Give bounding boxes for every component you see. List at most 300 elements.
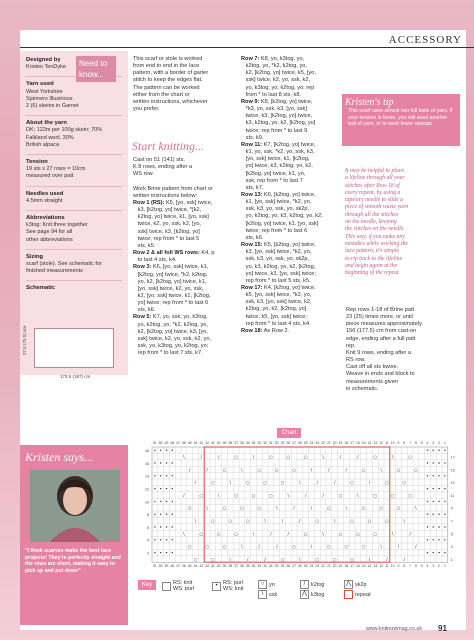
chart-col-number: 50 <box>158 441 163 445</box>
chart-stitch-symbol: ○ <box>355 532 360 538</box>
chart-col-number: 35 <box>245 441 250 445</box>
text-line: pattern, with a border of garter <box>133 70 209 77</box>
text-line: Row 9: K8, [k2tog, yo] twice, <box>241 98 313 105</box>
chart-col-number: 15 <box>361 441 366 445</box>
chart-stitch-symbol: \ <box>183 532 185 538</box>
chart-stitch-symbol: \ <box>206 506 208 512</box>
text-line: k3, [yo, ssk] twice, *k2, yo, <box>241 249 312 256</box>
text-line: [k2tog, yo] twice, k1, yo, <box>241 170 306 177</box>
text-line: sts, k6. <box>133 307 156 314</box>
chart-col-number: 25 <box>303 441 308 445</box>
chart-stitch-symbol: / <box>206 468 208 474</box>
chart-stitch-symbol: ○ <box>384 519 389 525</box>
text-line: from end to end in the lace <box>133 63 200 70</box>
chart-stitch-symbol: \ <box>345 506 348 512</box>
chart-stitch-symbol: \ <box>299 481 301 487</box>
chart-stitch-symbol: / <box>386 557 388 563</box>
repeat-symbol-icon <box>344 590 353 599</box>
chart-col-number: 50 <box>158 564 163 569</box>
chart-stitch-symbol: / <box>397 545 400 551</box>
chart-purl-dot <box>160 488 161 489</box>
chart-stitch-symbol: ○ <box>210 481 215 487</box>
chart-stitch-symbol: ○ <box>268 493 273 499</box>
chart-purl-dot <box>427 514 428 515</box>
chart-col-number: 7 <box>409 564 412 569</box>
key-knit: RS: knit WS: purl <box>162 580 194 592</box>
chart-stitch-symbol: ○ <box>280 481 285 487</box>
chart-col-number: 23 <box>315 564 320 569</box>
text-line: Row 13: K6, [k2tog, yo] twice, <box>241 191 316 198</box>
chart-purl-dot <box>166 450 167 451</box>
chart-row-number: 9 <box>450 506 453 511</box>
chart-row-number: 6 <box>147 525 149 530</box>
chart-col-number: 44 <box>193 564 198 569</box>
chart-stitch-symbol: ○ <box>350 557 355 563</box>
chart-stitch-symbol: \ <box>287 493 290 499</box>
text-line: edge, ending after a full patt <box>346 335 416 342</box>
chart-purl-dot <box>160 475 161 476</box>
text-line: on the needle, keeping <box>345 219 397 226</box>
chart-stitch-symbol: ○ <box>199 532 204 538</box>
text-line: yo, k2tog, yo, *k2, k2tog, yo, <box>133 321 208 328</box>
tension: Tension 19 sts x 27 rows = 10cm measured over patt <box>26 159 86 180</box>
chart-stitch-symbol: / <box>328 468 330 474</box>
text-line: rep. <box>346 342 356 349</box>
chart-stitch-symbol: ○ <box>187 545 192 551</box>
chart-purl-dot <box>438 514 439 515</box>
schematic-height-label: 27.5 (75.5) cm <box>22 326 27 356</box>
chart-purl-dot <box>433 488 434 489</box>
schematic-diagram <box>34 328 114 368</box>
chart-col-number: 6 <box>414 441 417 445</box>
chart-row-number: 13 <box>450 481 455 486</box>
chart-stitch-symbol: \ <box>229 557 232 563</box>
chart-purl-dot <box>444 488 445 489</box>
chart-stitch-symbol: ○ <box>326 506 331 512</box>
chart-stitch-symbol: ○ <box>350 481 355 487</box>
stitch-chart <box>140 437 464 577</box>
chart-stitch-symbol: / <box>183 493 185 499</box>
chart-purl-dot <box>154 539 155 540</box>
text-line: Cast off all sts kwise. <box>346 364 399 371</box>
chart-purl-dot <box>154 475 155 476</box>
instructions-column-1 <box>133 157 237 357</box>
chart-stitch-symbol: ○ <box>338 493 343 499</box>
text-line: every repeat, by using a <box>345 189 401 196</box>
schematic-heading: Schematic <box>26 285 55 292</box>
chart-stitch-symbol: ○ <box>292 545 297 551</box>
tip-text: This scarf uses almost two full balls of yarn. If your tension is loose, you will need another ball of yarn, or to work fewer repeats <box>348 108 453 128</box>
text-line: tapestry needle to slide a <box>345 197 403 204</box>
text-line: either from the chart or <box>133 91 190 98</box>
text-line: k2tog, yo, *k2, k2tog, yo, <box>241 63 307 70</box>
chart-col-number: 34 <box>251 441 256 445</box>
chart-stitch-symbol: ○ <box>373 455 378 461</box>
chart-col-number: 21 <box>327 441 331 445</box>
chart-stitch-symbol: \ <box>357 493 359 499</box>
key-purl: • RS: purl WS: knit <box>212 580 243 592</box>
chart-col-number: 4 <box>426 441 429 445</box>
chart-row-number: 15 <box>450 468 455 473</box>
text-line: ssk] twice, k3, [k2tog, yo] <box>133 228 200 235</box>
chart-stitch-symbol: \ <box>183 455 185 461</box>
chart-stitch-symbol: \ <box>368 481 371 487</box>
text-line: stitch to keep the edges flat. <box>133 77 203 84</box>
chart-purl-dot <box>172 475 173 476</box>
chart-col-number: 25 <box>303 564 308 569</box>
chart-purl-dot <box>433 552 434 553</box>
chart-col-number: 30 <box>274 564 279 569</box>
chart-col-number: 14 <box>367 564 372 569</box>
text-line: Row 15: K5, [k2tog, yo] twice, <box>241 242 316 249</box>
chart-col-number: 35 <box>245 564 250 569</box>
text-line: yo] twice; rep from * to last 6 <box>133 300 209 307</box>
chart-purl-dot <box>160 526 161 527</box>
chart-col-number: 13 <box>373 564 378 569</box>
chart-col-number: 5 <box>420 564 423 569</box>
designed-by: Designed by Kristen TenDyke <box>26 57 66 71</box>
chart-stitch-symbol: \ <box>333 519 336 525</box>
text-line: twice, k2, yo, ssk, k2, [yo, <box>133 221 202 228</box>
text-line: k1, yo, ssk, *k2, yo, ssk, k3, <box>241 149 315 156</box>
chart-stitch-symbol: / <box>409 532 411 538</box>
text-line: lace pattern, it's simple <box>345 248 400 255</box>
text-line: RS row. <box>346 357 366 364</box>
text-line: [yo, ssk] twice, k2, yo, ssk, <box>133 285 204 292</box>
chart-row-number: 17 <box>450 455 455 460</box>
chart-stitch-symbol: ○ <box>396 506 401 512</box>
text-line: 156 (177.5) cm from cast-on <box>346 328 417 335</box>
chart-purl-dot <box>154 462 155 463</box>
chart-row-number: 10 <box>145 500 149 505</box>
chart-stitch-symbol: / <box>246 557 249 563</box>
chart-purl-dot <box>427 488 428 489</box>
knit-symbol-icon <box>162 582 171 591</box>
chart-purl-dot <box>444 539 445 540</box>
text-line: Rep rows 1-18 of Brine patt <box>346 307 415 313</box>
chart-col-number: 2 <box>438 564 441 569</box>
chart-stitch-symbol: \ <box>322 455 324 461</box>
chart-stitch-symbol: \ <box>322 532 324 538</box>
chart-purl-dot <box>427 526 428 527</box>
text-line: Knit 9 rows, ending after a <box>346 349 411 356</box>
k3tog-symbol-icon: ⋀ <box>300 590 309 599</box>
chart-row-number: 8 <box>147 513 149 518</box>
text-line: WS row. <box>133 171 154 178</box>
chart-stitch-symbol: / <box>333 481 336 487</box>
chart-purl-dot <box>154 552 155 553</box>
chart-purl-dot <box>433 501 434 502</box>
text-line: Work Brine pattern from chart or <box>133 185 213 192</box>
chart-col-number: 8 <box>403 441 406 445</box>
sizing: Sizing scarf (stole). See schematic for finished measurements <box>26 253 102 275</box>
chart-col-number: 20 <box>332 441 337 445</box>
chart-stitch-symbol: / <box>217 455 220 461</box>
chart-stitch-symbol: ○ <box>315 519 320 525</box>
chart-purl-dot <box>154 488 155 489</box>
chart-col-number: 22 <box>321 441 325 445</box>
chart-purl-dot <box>160 450 161 451</box>
chart-col-number: 34 <box>251 564 256 569</box>
chart-stitch-symbol: ○ <box>379 506 384 512</box>
text-line: Row 3: K6, [yo, ssk] twice, k1, <box>133 264 209 271</box>
chart-purl-dot <box>154 501 155 502</box>
chart-stitch-symbol: ○ <box>280 557 285 563</box>
chart-stitch-symbol: ○ <box>222 506 227 512</box>
chart-col-number: 5 <box>420 441 423 445</box>
chart-purl-dot <box>166 552 167 553</box>
text-line: yo] twice, k3, k2tog, yo, k2, <box>241 163 313 170</box>
text-line: [k2tog, yo] twice, *k2, k2tog, <box>133 271 208 278</box>
chart-stitch-symbol: \ <box>380 468 382 474</box>
chart-stitch-symbol: ○ <box>257 468 262 474</box>
chart-stitch-symbol: ○ <box>396 468 401 474</box>
chart-stitch-symbol: / <box>339 455 342 461</box>
chart-stitch-symbol: \ <box>415 506 417 512</box>
text-line: 23 (25) times more, or until <box>346 314 413 321</box>
chart-purl-dot <box>166 475 167 476</box>
chart-purl-dot <box>438 475 439 476</box>
text-line: to rip back to the lifeline <box>345 255 403 262</box>
chart-stitch-symbol: \ <box>241 545 243 551</box>
chart-col-number: 12 <box>379 564 383 569</box>
chart-stitch-symbol: ○ <box>332 557 337 563</box>
chart-purl-dot <box>427 475 428 476</box>
chart-row-number: 14 <box>145 474 149 479</box>
chart-stitch-symbol: ○ <box>222 545 227 551</box>
chart-stitch-symbol: \ <box>229 481 232 487</box>
chart-col-number: 40 <box>216 441 221 445</box>
chart-stitch-symbol: / <box>264 557 266 563</box>
text-line: Cast on 51 (141) sts. <box>133 157 185 163</box>
chart-col-number: 15 <box>361 564 366 569</box>
text-line: Row 17: K4, [k2tog, yo] twice, <box>241 285 316 291</box>
chart-stitch-symbol: ○ <box>361 506 366 512</box>
chart-col-number: 23 <box>315 441 320 445</box>
chart-row-number: 4 <box>147 538 149 543</box>
chart-row-number: 12 <box>145 487 149 492</box>
chart-stitch-symbol: ○ <box>234 532 239 538</box>
chart-purl-dot <box>427 539 428 540</box>
text-line: k3, k2tog, yo, k2, [k2tog, yo] <box>241 120 316 127</box>
text-line: rep from * to last 7 sts, k7. <box>133 350 203 357</box>
chart-purl-dot <box>433 462 434 463</box>
chart-row-number: 3 <box>450 545 453 550</box>
chart-stitch-symbol: / <box>304 493 307 499</box>
chart-purl-dot <box>438 462 439 463</box>
section-label: ACCESSORY <box>388 34 462 46</box>
chart-stitch-symbol: ○ <box>292 468 297 474</box>
chart-row-number: 16 <box>145 461 149 466</box>
text-line: Row 1 (RS): K5, [yo, ssk] twice, <box>133 199 213 206</box>
chart-col-number: 26 <box>298 564 302 569</box>
chart-col-number: 51 <box>153 564 157 569</box>
text-line: yo, k3, k2tog, yo, k2, [k2tog, <box>241 263 316 270</box>
chart-col-number: 45 <box>187 564 192 569</box>
text-line: written instructions below: <box>133 192 198 199</box>
chart-col-number: 36 <box>240 564 244 569</box>
chart-col-number: 31 <box>269 564 273 569</box>
text-line: It may be helpful to place <box>345 168 405 174</box>
chart-col-number: 48 <box>170 564 175 569</box>
footer-url: www.knitnowmag.co.uk <box>366 626 423 632</box>
chart-col-number: 29 <box>280 441 285 445</box>
chart-stitch-symbol: / <box>316 481 319 487</box>
chart-purl-dot <box>438 501 439 502</box>
text-line: the stitches on the needle. <box>345 226 405 233</box>
chart-stitch-symbol: ○ <box>274 468 279 474</box>
chart-purl-dot <box>444 526 445 527</box>
need-to-know-badge: Need to know... <box>76 56 116 82</box>
chart-col-number: 49 <box>164 441 169 445</box>
yarn-used: Yarn used West Yorkshire Spinners Illustrious 2 (6) skeins in Garnet <box>26 81 79 110</box>
chart-col-number: 3 <box>432 564 435 569</box>
text-line: k5, [yo, ssk] twice, *k2, yo, <box>241 292 312 299</box>
chart-stitch-symbol: ○ <box>268 455 273 461</box>
chart-stitch-symbol: / <box>310 506 313 512</box>
chart-col-number: 40 <box>216 564 221 569</box>
chart-col-number: 44 <box>193 441 198 445</box>
chart-purl-dot <box>172 462 173 463</box>
chart-col-number: 10 <box>390 441 395 445</box>
text-line: sts, k5. <box>133 242 156 249</box>
chart-purl-dot <box>438 488 439 489</box>
text-line: twice; rep from * to last 5 <box>133 235 200 242</box>
purl-symbol-icon: • <box>212 582 221 591</box>
chart-col-number: 21 <box>327 564 331 569</box>
chart-col-number: 46 <box>182 441 186 445</box>
text-line: mistakes while working the <box>345 240 408 247</box>
kristen-says-title: Kristen says... <box>25 450 94 464</box>
chart-stitch-symbol: ○ <box>251 493 256 499</box>
chart-purl-dot <box>427 450 428 451</box>
chart-stitch-symbol: \ <box>241 468 243 474</box>
chart-col-number: 9 <box>397 441 400 445</box>
chart-col-number: 24 <box>309 564 314 569</box>
chart-stitch-symbol: \ <box>299 557 301 563</box>
chart-purl-dot <box>154 450 155 451</box>
chart-col-number: 6 <box>414 564 417 569</box>
chart-purl-dot <box>433 450 434 451</box>
chart-col-number: 37 <box>234 441 238 445</box>
chart-purl-dot <box>444 450 445 451</box>
chart-col-number: 24 <box>309 441 314 445</box>
chart-stitch-symbol: ○ <box>199 493 204 499</box>
text-line: k1, [yo, ssk] twice, *k2, yo, <box>241 199 312 206</box>
text-line: The pattern can be worked <box>133 84 200 91</box>
chart-stitch-symbol: \ <box>403 519 406 525</box>
chart-col-number: 33 <box>257 564 262 569</box>
chart-stitch-symbol: ○ <box>193 557 198 563</box>
chart-stitch-symbol: / <box>287 532 290 538</box>
chart-purl-dot <box>427 552 428 553</box>
chart-purl-dot <box>160 501 161 502</box>
chart-purl-dot <box>172 514 173 515</box>
chart-col-number: 7 <box>409 441 412 445</box>
finishing-instructions <box>346 307 458 393</box>
text-line: piece measures approximately <box>346 321 422 328</box>
chart-purl-dot <box>427 462 428 463</box>
text-line: twice, k5, [yo, ssk] twice; <box>241 313 307 320</box>
chart-col-number: 17 <box>350 564 354 569</box>
chart-stitch-symbol: ○ <box>210 519 215 525</box>
lifeline-tip <box>345 168 461 277</box>
chart-row-number: 7 <box>450 519 453 524</box>
page-number: 91 <box>438 624 447 633</box>
text-line: yo] twice, k3, [yo, ssk] twice; <box>241 270 316 277</box>
chart-stitch-symbol: \ <box>368 557 371 563</box>
schematic-width-label: 173.5 (197) cm <box>60 374 91 379</box>
chart-stitch-symbol: ○ <box>373 493 378 499</box>
chart-stitch-symbol: / <box>357 455 359 461</box>
chart-col-number: 47 <box>176 441 180 445</box>
chart-stitch-symbol: ○ <box>338 532 343 538</box>
chart-col-number: 11 <box>385 564 389 569</box>
text-line <box>133 178 237 185</box>
text-line: rep from * to last 5 sts, k5. <box>241 277 311 284</box>
chart-col-number: 31 <box>269 441 273 445</box>
chart-stitch-symbol: / <box>322 493 324 499</box>
text-line: sts, k6. <box>241 234 264 241</box>
chart-stitch-symbol: \ <box>252 455 255 461</box>
text-line: k2tog, yo] twice, k1, [yo, ssk] <box>133 214 209 221</box>
chart-purl-dot <box>438 552 439 553</box>
text-line: yo, k3tog, yo, k2tog, yo; rep <box>241 84 315 91</box>
tip-title: Kristen's tip <box>345 97 394 108</box>
text-line: Weave in ends and block to <box>346 371 415 378</box>
text-line: from * to last 8 sts, k8. <box>241 91 301 98</box>
text-line: Row 18: As Row 2. <box>241 327 290 334</box>
chart-row-number: 1 <box>450 557 453 562</box>
chart-stitch-symbol: ○ <box>303 455 308 461</box>
chart-col-number: 10 <box>390 564 395 569</box>
chart-purl-dot <box>433 526 434 527</box>
chart-stitch-symbol: ○ <box>234 493 239 499</box>
chart-stitch-symbol: ○ <box>234 455 239 461</box>
text-line: twice, k3, [k2tog, yo] twice, <box>241 113 313 120</box>
chart-purl-dot <box>172 488 173 489</box>
chart-stitch-symbol: ○ <box>245 519 250 525</box>
kristen-quote: "I think scarves make the best lace projects! They're perfectly straight and the rows are short, making it easy to pick up and put down" <box>25 548 121 574</box>
chart-row-number: 5 <box>450 532 453 537</box>
chart-stitch-symbol: ○ <box>228 519 233 525</box>
chart-purl-dot <box>433 539 434 540</box>
chart-stitch-symbol: ○ <box>245 481 250 487</box>
chart-stitch-symbol: / <box>258 545 261 551</box>
chart-stitch-symbol: ○ <box>350 519 355 525</box>
chart-col-number: 48 <box>170 441 175 445</box>
chart-col-number: 2 <box>438 441 441 445</box>
chart-stitch-symbol: ○ <box>210 557 215 563</box>
text-line: yo, k2, [k2tog, yo] twice, k1, <box>133 278 207 285</box>
key-sk2p-repeat: ⋀ sk2p repeat <box>344 580 371 599</box>
chart-col-number: 41 <box>211 564 215 569</box>
text-line: beginning of the repeat <box>345 270 399 277</box>
chart-stitch-symbol: \ <box>194 519 197 525</box>
chart-col-number: 14 <box>367 441 372 445</box>
chart-purl-dot <box>166 514 167 515</box>
text-line: [k2tog, yo] twice, k1, [yo, ssk] <box>241 220 319 227</box>
chart-stitch-symbol: / <box>275 545 278 551</box>
intro-paragraph <box>133 56 233 113</box>
chart-purl-dot <box>166 539 167 540</box>
chart-stitch-symbol: ○ <box>384 481 389 487</box>
chart-col-number: 28 <box>286 441 291 445</box>
chart-stitch-symbol: ○ <box>361 545 366 551</box>
text-line: measurements given <box>346 378 398 385</box>
chart-col-number: 26 <box>298 441 302 445</box>
yo-symbol-icon: ○ <box>258 580 267 589</box>
